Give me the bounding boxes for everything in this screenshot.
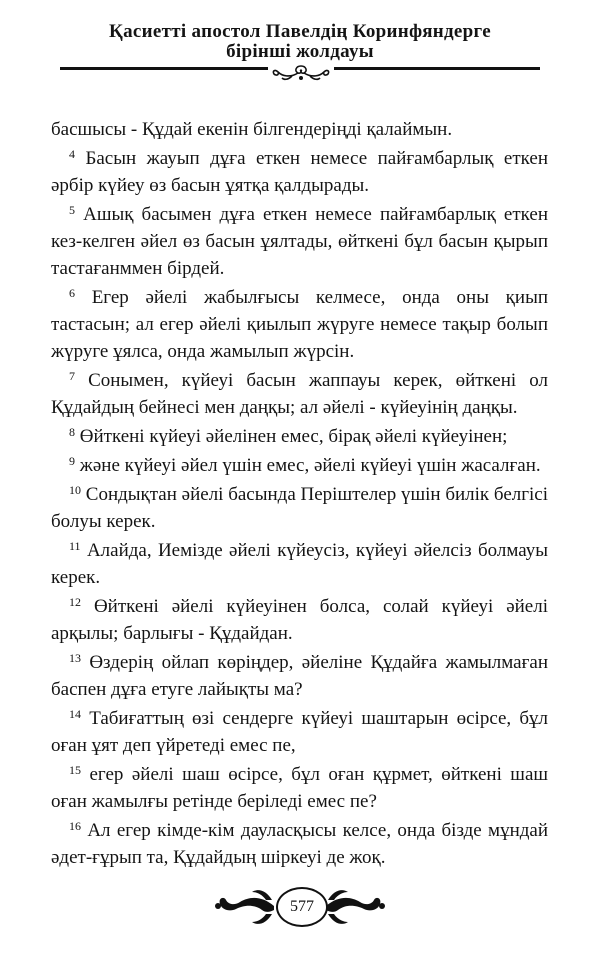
verse-12 [51, 593, 548, 647]
verse-15 [51, 761, 548, 815]
verse-number: 7 [69, 369, 75, 383]
verse-10 [51, 481, 548, 535]
verse-11 [51, 537, 548, 591]
running-header [0, 22, 600, 62]
verse-number: 13 [69, 651, 81, 665]
verse-text: Алайда, Иемізде әйелі күйеусіз, күйеуі әйелсіз болмауы керек. [51, 540, 549, 588]
verse-4 [51, 145, 548, 199]
verse-text: Басын жауып дұға еткен немесе пайғамбарлық еткен әрбір күйеу өз басын ұятқа қалдырады. [51, 148, 548, 196]
verse-7 [51, 367, 548, 421]
header-title-line-1: Қасиетті апостол Павелдің Коринфяндерге [109, 21, 491, 42]
verse-number: 15 [69, 763, 81, 777]
verse-number: 4 [69, 147, 75, 161]
scroll-ornament-icon [268, 62, 334, 84]
verse-number: 8 [69, 425, 75, 439]
verse-text: Өздерің ойлап көріңдер, әйеліне Құдайға жамылмаған баспен дұға етуге лайықты ма? [51, 652, 549, 700]
verse-number: 11 [69, 539, 81, 553]
verse-13 [51, 649, 548, 703]
page-footer [214, 882, 386, 932]
scripture-passage [51, 116, 548, 871]
verse-9 [51, 452, 548, 479]
verse-text: және күйеуі әйел үшін емес, әйелі күйеуі үшін жасалған. [79, 455, 541, 476]
verse-text: Егер әйелі жабылғысы келмесе, онда оны қиып тастасын; ал егер әйелі қиылып жүруге немесе тақыр болып жүруге ұялса, онда жамылып жүрсін. [51, 287, 549, 362]
verse-number: 14 [69, 707, 81, 721]
verse-text: егер әйелі шаш өсірсе, бұл оған құрмет, өйткені шаш оған жамылғы ретінде беріледі емес пе? [51, 764, 549, 812]
verse-number: 10 [69, 483, 81, 497]
verse-text: Сондықтан әйелі басында Періштелер үшін билік белгісі болуы керек. [51, 484, 549, 532]
verse-number: 6 [69, 286, 75, 300]
verse-5 [51, 201, 548, 282]
verse-number: 16 [69, 819, 81, 833]
page-number: 577 [276, 887, 328, 927]
verse-continuation: басшысы - Құдай екенін білгендеріңді қалаймын. [51, 119, 453, 140]
verse-text: Ал егер кімде-кім дауласқысы келсе, онда бізде мұндай әдет-ғұрып та, Құдайдың шіркеуі де жоқ. [51, 820, 549, 868]
header-title-line-2: бірінші жолдауы [226, 41, 374, 62]
verse-text: Сонымен, күйеуі басын жаппауы керек, өйткені ол Құдайдың бейнесі мен даңқы; ал әйелі - күйеуінің даңқы. [51, 370, 548, 418]
verse-text: Табиғаттың өзі сендерге күйеуі шаштарын өсірсе, бұл оған ұят деп үйретеді емес пе, [51, 708, 549, 756]
verse-16 [51, 817, 548, 871]
verse-8 [51, 423, 548, 450]
verse-14 [51, 705, 548, 759]
verse-text: Өйткені күйеуі әйелінен емес, бірақ әйелі күйеуінен; [79, 426, 508, 447]
verse-number: 5 [69, 203, 75, 217]
verse-6 [51, 284, 548, 365]
verse-text: Ашық басымен дұға еткен немесе пайғамбарлық еткен кез-келген әйел өз басын ұялтады, өйткені бұл басын қырып тастағанммен бірдей. [51, 204, 548, 279]
verse-number: 12 [69, 595, 81, 609]
verse-text: Өйткені әйелі күйеуінен болса, солай күйеуі әйелі арқылы; барлығы - Құдайдан. [51, 596, 548, 644]
verse-number: 9 [69, 454, 75, 468]
